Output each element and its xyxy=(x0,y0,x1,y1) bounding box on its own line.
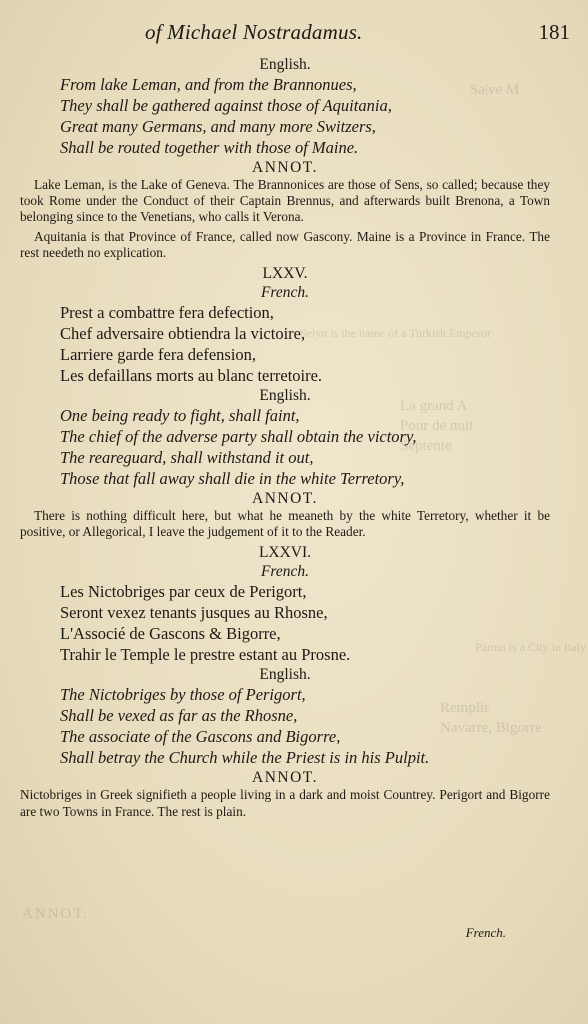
show-through-text: Navarre, Bigorre xyxy=(440,720,542,736)
verse-line: Larriere garde fera defension, xyxy=(60,345,257,365)
section-heading: French. xyxy=(260,284,310,302)
quatrain xyxy=(20,302,550,386)
annotation-paragraph: There is nothing difficult here, but what he meaneth by the white Terretory, whether it be positive, or Allegorical, I leave the judgement of it to the Reader. xyxy=(20,508,550,540)
section-heading: ANNOT. xyxy=(252,769,318,787)
page-body xyxy=(20,55,550,823)
verse-line: The reareguard, shall withstand it out, xyxy=(60,448,314,468)
show-through-text: La grand A xyxy=(400,398,468,414)
quatrain xyxy=(20,581,550,665)
verse-line: They shall be gathered against those of Aquitania, xyxy=(60,96,392,115)
annotation-paragraph: Nictobriges in Greek signifieth a people living in a dark and moist Countrey. Perigort and Bigorre are two Towns in France. The rest is plain. xyxy=(20,787,550,819)
show-through-text: ANNOT. xyxy=(22,906,90,922)
section-heading: LXXV. xyxy=(262,265,308,283)
show-through-text: Parma is a City in Italy xyxy=(475,640,586,654)
running-title: of Michael Nostradamus. xyxy=(145,20,363,44)
show-through-text: Remplir xyxy=(440,700,490,716)
show-through-text: Septente xyxy=(400,438,452,454)
verse-line: L'Associé de Gascons & Bigorre, xyxy=(60,624,281,644)
verse-line: The Nictobriges by those of Perigort, xyxy=(60,685,306,705)
verse-line: One being ready to fight, shall faint, xyxy=(60,406,300,426)
show-through-text: Sa|ve M xyxy=(470,82,520,98)
verse-line: Great many Germans, and many more Switzers, xyxy=(60,117,376,136)
show-through-text: Pour de nuit xyxy=(400,418,474,434)
section-heading: English. xyxy=(259,387,311,405)
verse-line: Trahir le Temple le prestre estant au Prosne. xyxy=(60,645,351,665)
verse-line: Seront vexez tenants jusques au Rhosne, xyxy=(60,603,328,623)
running-header xyxy=(0,16,588,48)
annotation-paragraph: Aquitania is that Province of France, called now Gascony. Maine is a Province in France. The rest needeth no explication. xyxy=(20,228,550,260)
show-through-text: Selyn is the name of a Turkish Emperor xyxy=(300,326,491,340)
verse-line: The associate of the Gascons and Bigorre, xyxy=(60,727,341,747)
verse-line: Shall be routed together with those of Maine. xyxy=(60,138,359,157)
section-heading: ANNOT. xyxy=(252,490,318,508)
section-heading: French. xyxy=(260,563,310,581)
verse-line: Chef adversaire obtiendra la victoire, xyxy=(60,324,306,344)
catchword: French. xyxy=(465,925,506,940)
verse-line: From lake Leman, and from the Brannonues, xyxy=(60,75,357,94)
annotation-paragraph: Lake Leman, is the Lake of Geneva. The Brannonices are those of Sens, so called; because they took Rome under the Conduct of their Captain Brennus, and afterwards built Brenona, a Town belonging since to the Venetians, who calls it Verona. xyxy=(20,177,550,225)
verse-line: Les defaillans morts au blanc terretoire. xyxy=(60,366,323,386)
verse-line: Les Nictobriges par ceux de Perigort, xyxy=(60,582,307,602)
verse-line: Prest a combattre fera defection, xyxy=(60,303,274,323)
quatrain xyxy=(20,405,550,489)
quatrain xyxy=(20,74,550,158)
section-heading: English. xyxy=(259,56,311,73)
page-number: 181 xyxy=(538,20,570,44)
verse-line: Those that fall away shall die in the white Terretory, xyxy=(60,469,405,489)
section-heading: ANNOT. xyxy=(252,159,318,176)
verse-line: Shall betray the Church while the Priest is in his Pulpit. xyxy=(60,748,430,768)
section-heading: English. xyxy=(259,666,311,684)
section-heading: LXXVI. xyxy=(258,544,312,562)
verse-line: Shall be vexed as far as the Rhosne, xyxy=(60,706,298,726)
quatrain xyxy=(20,684,550,768)
verse-line: The chief of the adverse party shall obtain the victory, xyxy=(60,427,417,447)
